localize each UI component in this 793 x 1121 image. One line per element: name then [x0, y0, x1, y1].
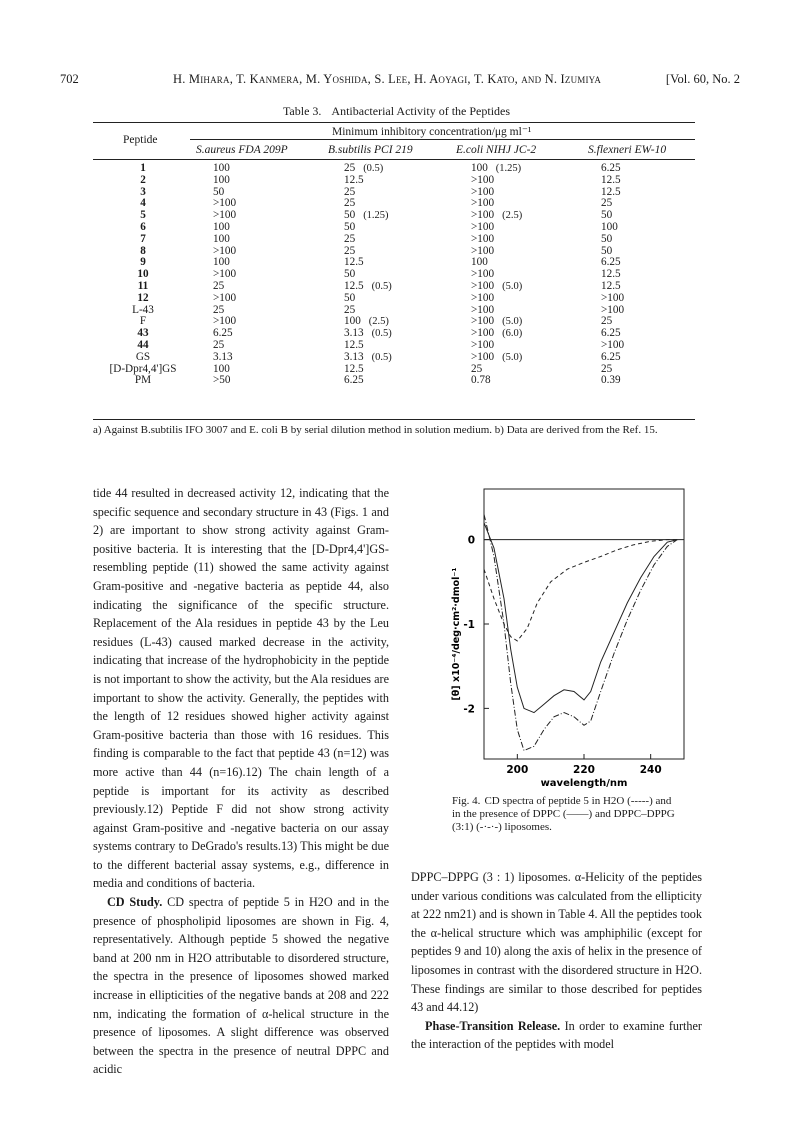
cell-sf — [601, 281, 711, 293]
cell-peptide — [93, 293, 193, 305]
mic-value: 6.25 — [344, 374, 364, 387]
table-row — [93, 352, 711, 364]
mic-value: 25 — [213, 303, 225, 316]
right-paragraph-1: DPPC–DPPG (3 : 1) liposomes. α-Helicity of the peptides under various conditions was calculated from the ellipticity at 222 nm21) and is shown in Table 4. All the peptides took the α-helical structure which was amphiphilic (except for peptides 9 and 10) along the axis of helix in the presence of liposomes in contrast with the disordered structure in H2O. These findings are similar to those described for peptides 43 and 44.12) — [411, 870, 702, 1015]
mic-value: >50 — [213, 374, 231, 387]
table-group-rule — [190, 139, 695, 140]
mic-value: 6.25 — [601, 350, 621, 363]
peptide-name: 3 — [140, 185, 146, 198]
mic-value: 100 — [213, 173, 230, 186]
header-strain-sf — [588, 144, 666, 156]
cell-sa — [193, 293, 344, 305]
cell-bs — [344, 222, 471, 234]
figure-4 — [446, 485, 688, 790]
y-axis-label: [θ] x10⁻⁴/deg·cm²·dmol⁻¹ — [451, 567, 462, 701]
mic-value: 100 — [471, 256, 488, 269]
mic-value: 50 — [344, 268, 356, 281]
mic-note: (5.0) — [502, 351, 523, 363]
cd-study-text: CD spectra of peptide 5 in H2O and in the presence of phospholipid liposomes are shown in Fig. 4, representatively. Although peptide 5 showed the negative band at 200 nm in H2O attributable to disordered structure, the spectra in the presence of liposomes showed marked increase in ellipticities of the negative bands at 208 and 222 nm, indicating the formation of α-helical structure in the presence of liposomes. A slight difference was observed between the spectra in the presence of neutral DPPC and acidic — [93, 895, 390, 1077]
cell-bs — [344, 352, 471, 364]
cell-ec — [471, 352, 601, 364]
right-column — [411, 868, 702, 1054]
mic-value: 25 — [344, 197, 356, 210]
mic-value: >100 — [471, 315, 495, 328]
cell-sa — [193, 175, 344, 187]
page-number: 702 — [60, 72, 79, 86]
strain-bs: B.subtilis PCI 219 — [328, 144, 413, 156]
mic-value: 25 — [601, 362, 613, 375]
mic-value: 3.13 — [344, 350, 364, 363]
mic-value: >100 — [471, 197, 495, 210]
mic-value: 25 — [213, 338, 225, 351]
cell-sf — [601, 305, 711, 317]
mic-value: >100 — [471, 291, 495, 304]
figure-caption-text: CD spectra of peptide 5 in H2O (-----) and in the presence of DPPC (——) and DPPC–DPPG (3:1) (-·-·-) liposomes. — [452, 795, 675, 833]
mic-note: (2.5) — [502, 210, 523, 222]
y-tick-label: -2 — [463, 703, 475, 716]
peptide-name: 11 — [137, 279, 149, 292]
mic-note: (5.0) — [502, 280, 523, 292]
cell-bs — [344, 305, 471, 317]
peptide-name: 1 — [140, 162, 146, 174]
cell-sa — [193, 222, 344, 234]
cell-ec — [471, 281, 601, 293]
peptide-name: 5 — [140, 209, 146, 222]
cell-sf — [601, 293, 711, 305]
cell-peptide — [93, 352, 193, 364]
cell-sa — [193, 281, 344, 293]
mic-value: >100 — [471, 185, 495, 198]
antibacterial-table — [93, 163, 711, 387]
mic-value: 50 — [213, 185, 225, 198]
table-caption — [0, 104, 793, 119]
cell-ec — [471, 246, 601, 258]
cell-ec — [471, 340, 601, 352]
mic-value: 100 — [601, 220, 618, 233]
peptide-name: 44 — [137, 338, 149, 351]
cell-bs — [344, 198, 471, 210]
table-row — [93, 187, 711, 199]
mic-value: >100 — [471, 327, 495, 340]
y-tick-label: -1 — [463, 619, 475, 631]
mic-value: 50 — [344, 209, 356, 222]
mic-value: >100 — [213, 291, 237, 304]
table-row — [93, 375, 711, 387]
mic-value: 3.13 — [213, 350, 233, 363]
cell-bs — [344, 281, 471, 293]
strain-ec: E.coli NIHJ JC-2 — [456, 144, 537, 156]
mic-value: >100 — [213, 315, 237, 328]
mic-note: (0.5) — [371, 328, 392, 340]
mic-value: 25 — [344, 303, 356, 316]
mic-value: >100 — [601, 291, 625, 304]
cell-bs — [344, 175, 471, 187]
cell-sa — [193, 352, 344, 364]
mic-value: 100 — [213, 162, 230, 174]
cell-sf — [601, 352, 711, 364]
cell-ec — [471, 234, 601, 246]
peptide-name: 43 — [137, 327, 149, 340]
x-tick-label: 200 — [506, 764, 529, 776]
table-row — [93, 234, 711, 246]
mic-value: 50 — [344, 291, 356, 304]
mic-note: (0.5) — [371, 280, 392, 292]
right-paragraph-2 — [411, 1017, 702, 1054]
mic-value: 12.5 — [344, 338, 364, 351]
running-head-authors: H. Mihara, T. Kanmera, M. Yoshida, S. Lee, H. Aoyagi, T. Kato, and N. Izumiya — [173, 72, 602, 86]
peptide-name: 7 — [140, 232, 146, 245]
cd-spectra-chart — [446, 485, 688, 790]
cell-sf — [601, 187, 711, 199]
peptide-name: 2 — [140, 173, 146, 186]
cell-sf — [601, 340, 711, 352]
mic-value: >100 — [471, 220, 495, 233]
mic-value: >100 — [471, 209, 495, 222]
cell-peptide — [93, 340, 193, 352]
mic-value: 100 — [344, 315, 361, 328]
table-row — [93, 281, 711, 293]
mic-note: (6.0) — [502, 328, 523, 340]
mic-value: 6.25 — [601, 162, 621, 174]
peptide-name: GS — [135, 350, 151, 363]
mic-value: 12.5 — [344, 256, 364, 269]
mic-value: >100 — [213, 197, 237, 210]
mic-value: >100 — [471, 279, 495, 292]
mic-value: 25 — [344, 162, 356, 174]
peptide-name: 12 — [137, 291, 149, 304]
mic-value: 12.5 — [344, 173, 364, 186]
cell-sf — [601, 198, 711, 210]
running-head-volume: [Vol. 60, No. 2 — [665, 72, 740, 86]
x-tick-label: 220 — [573, 764, 595, 776]
mic-value: >100 — [213, 244, 237, 257]
strain-sa: S.aureus FDA 209P — [196, 144, 288, 156]
table-header-rule — [93, 159, 695, 160]
mic-value: 50 — [344, 220, 356, 233]
peptide-name: 8 — [140, 244, 146, 257]
mic-value: 25 — [601, 315, 613, 328]
strain-sf: S.flexneri EW-10 — [588, 144, 667, 156]
y-tick-label: 0 — [467, 534, 475, 547]
header-strain-bs — [328, 144, 413, 156]
table-top-rule — [93, 122, 695, 123]
peptide-name: 10 — [137, 268, 149, 281]
cell-sa — [193, 234, 344, 246]
mic-value: 50 — [601, 232, 613, 245]
mic-value: >100 — [471, 303, 495, 316]
mic-value: >100 — [471, 338, 495, 351]
cell-sa — [193, 340, 344, 352]
mic-value: >100 — [471, 232, 495, 245]
cell-bs — [344, 187, 471, 199]
mic-value: 25 — [471, 362, 483, 375]
peptide-name: 9 — [140, 256, 146, 269]
mic-note: (0.5) — [363, 163, 384, 174]
table-row — [93, 175, 711, 187]
cell-sf — [601, 234, 711, 246]
cell-bs — [344, 375, 471, 387]
table-number: Table 3. — [282, 104, 322, 118]
mic-value: >100 — [471, 173, 495, 186]
mic-value: 100 — [213, 256, 230, 269]
phase-transition-text: In order to examine further the interaction of the peptides with model — [411, 1018, 702, 1052]
series-line-dashed — [484, 540, 677, 641]
mic-value: 100 — [213, 232, 230, 245]
mic-value: 12.5 — [344, 362, 364, 375]
series-line-dashdot — [484, 514, 677, 750]
cell-ec — [471, 222, 601, 234]
left-paragraph-1: tide 44 resulted in decreased activity 12, indicating that the specific sequence and secondary structure in 43 (Figs. 1 and 2) are important to show strong activity against Gram-positive bacteria. It is interesting that the [D-Dpr4,4']GS-resembling peptide (11) showed the same activity against Gram-positive and -negative bacteria as peptide 44, also indicating the significance of the specific structure. Replacement of the Ala residues in peptide 43 by the Leu residues (L-43) caused marked decrease in the activity, indicating that increase of the hydrophobicity in the peptide is not important to show the activity, but the Ala residues are important to show the activity. Generally, the peptides with the length of 12 residues showed higher activity against Gram-positive bacteria than those with 16 residues. This finding is comparable to the fact that peptide 43 (n=12) was more active than 44 (n=16).12) The chain length of a peptide is important for its activity as described previously.12) Peptide F did not show strong activity against Gram-positive and -negative bacteria on our assay systems contrary to DeGrado's results.13) This might be due to the different bacterial assay systems, e.g., difference in media and conditions of bacteria. — [93, 486, 389, 891]
header-strain-ec — [456, 144, 536, 156]
figure-label: Fig. 4. — [452, 795, 481, 807]
mic-value: 25 — [213, 279, 225, 292]
table-title: Antibacterial Activity of the Peptides — [331, 104, 511, 118]
mic-value: 3.13 — [344, 327, 364, 340]
mic-value: 6.25 — [601, 327, 621, 340]
mic-value: >100 — [601, 303, 625, 316]
mic-note: (1.25) — [495, 163, 522, 174]
figure-caption — [452, 795, 682, 834]
mic-value: >100 — [471, 244, 495, 257]
table-row — [93, 198, 711, 210]
mic-value: 100 — [213, 362, 230, 375]
mic-value: >100 — [471, 268, 495, 281]
mic-value: 50 — [601, 209, 613, 222]
cd-study-heading: CD Study. — [107, 895, 163, 910]
header-peptide: Peptide — [123, 134, 158, 146]
x-tick-label: 240 — [639, 764, 662, 776]
cell-bs — [344, 234, 471, 246]
mic-value: >100 — [213, 209, 237, 222]
table-row — [93, 305, 711, 317]
series-line-solid — [484, 523, 677, 713]
cell-sf — [601, 375, 711, 387]
mic-value: >100 — [601, 338, 625, 351]
cell-sa — [193, 375, 344, 387]
peptide-name: 4 — [140, 197, 146, 210]
mic-value: 100 — [471, 162, 488, 174]
mic-value: 25 — [601, 197, 613, 210]
table-footnote: a) Against B.subtilis IFO 3007 and E. coli B by serial dilution method in solution medium. b) Data are derived from the Ref. 15. — [93, 424, 658, 436]
cell-ec — [471, 293, 601, 305]
mic-value: 12.5 — [601, 173, 621, 186]
left-column — [93, 484, 389, 1079]
table-bottom-rule — [93, 419, 695, 420]
mic-value: 25 — [344, 244, 356, 257]
header-mic: Minimum inhibitory concentration/μg ml⁻¹ — [332, 126, 532, 138]
running-head — [60, 72, 740, 90]
peptide-name: [D-Dpr4,4']GS — [109, 362, 177, 375]
peptide-name: L-43 — [132, 303, 154, 316]
cell-peptide — [93, 175, 193, 187]
cell-sf — [601, 222, 711, 234]
cell-bs — [344, 340, 471, 352]
mic-value: 100 — [213, 220, 230, 233]
mic-value: 12.5 — [601, 268, 621, 281]
peptide-name: F — [139, 315, 147, 328]
table-row — [93, 222, 711, 234]
mic-value: 6.25 — [601, 256, 621, 269]
cell-ec — [471, 175, 601, 187]
mic-value: >100 — [471, 350, 495, 363]
table-row — [93, 293, 711, 305]
mic-note: (5.0) — [502, 316, 523, 328]
mic-note: (1.25) — [363, 210, 389, 222]
table-row — [93, 340, 711, 352]
mic-note: (0.5) — [371, 351, 392, 363]
mic-value: 12.5 — [601, 185, 621, 198]
cell-peptide — [93, 375, 193, 387]
peptide-name: 6 — [140, 220, 146, 233]
mic-value: 0.39 — [601, 374, 621, 387]
mic-value: 25 — [344, 232, 356, 245]
cell-ec — [471, 375, 601, 387]
mic-value: 12.5 — [601, 279, 621, 292]
left-paragraph-2 — [93, 893, 389, 1079]
cell-peptide — [93, 222, 193, 234]
header-strain-sa — [196, 144, 288, 156]
table-row — [93, 210, 711, 222]
peptide-name: PM — [134, 374, 152, 387]
plot-frame — [484, 489, 684, 759]
cell-sf — [601, 175, 711, 187]
cell-peptide — [93, 281, 193, 293]
mic-value: >100 — [213, 268, 237, 281]
cell-peptide — [93, 234, 193, 246]
mic-value: 12.5 — [344, 279, 364, 292]
mic-note: (2.5) — [368, 316, 389, 328]
mic-value: 6.25 — [213, 327, 233, 340]
cell-bs — [344, 293, 471, 305]
mic-value: 0.78 — [471, 374, 491, 387]
x-axis-label: wavelength/nm — [540, 778, 628, 789]
phase-transition-heading: Phase-Transition Release. — [425, 1018, 561, 1033]
cell-bs — [344, 210, 471, 222]
mic-value: 25 — [344, 185, 356, 198]
cell-bs — [344, 257, 471, 269]
mic-value: 50 — [601, 244, 613, 257]
